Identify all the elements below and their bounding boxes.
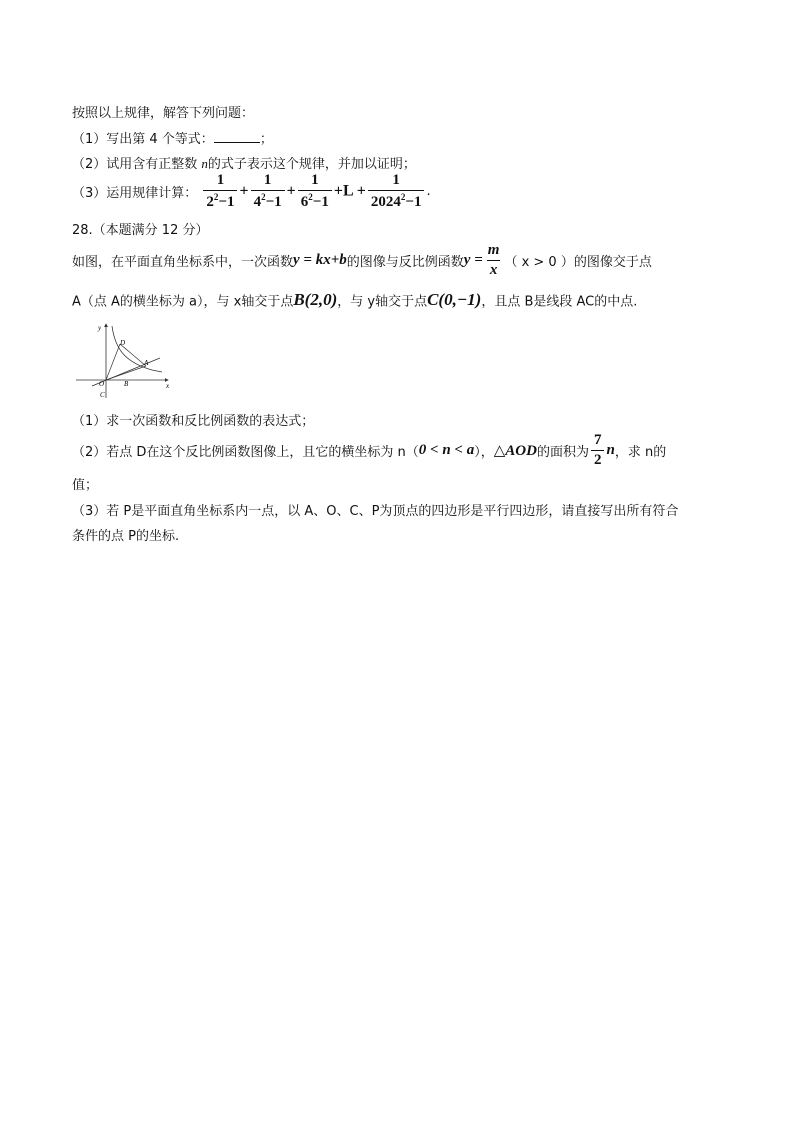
inverse-function-lhs: y =	[463, 252, 483, 268]
label-o: O	[99, 380, 105, 388]
intro-text: 按照以上规律，解答下列问题：	[72, 106, 255, 121]
domain-condition: （ x > 0 ）	[504, 255, 574, 270]
sub2-text-d: ，求 n的	[614, 445, 667, 460]
ellipsis-term: +L +	[333, 182, 366, 200]
question-2	[72, 153, 416, 172]
label-c: C	[100, 391, 105, 399]
problem-28-header: 28.（本题满分 12 分）	[72, 223, 209, 238]
inverse-function-fraction: $\frac{m}{x}$	[487, 242, 500, 278]
fraction-1: $\frac{1}{2^2-1}$	[203, 172, 237, 211]
label-y: y	[98, 324, 102, 332]
stem-text-d: A（点 A的横坐标为 a），与 x轴交于点	[72, 294, 294, 310]
question-2-label: （2）试用含有正整数	[72, 157, 202, 172]
fraction-4: $\frac{1}{2024^2-1}$	[368, 172, 425, 211]
plus-sign: +	[286, 182, 296, 200]
question-1-label: （1）写出第 4 个等式：	[72, 132, 214, 147]
triangle-aod: △AOD	[493, 443, 537, 459]
area-variable: n	[606, 442, 615, 458]
coordinate-figure	[72, 318, 176, 400]
stem-text-b: 的图像与反比例函数	[346, 255, 464, 270]
label-a: A	[144, 359, 149, 367]
label-b: B	[124, 380, 129, 388]
sub-question-2-cont: 值；	[72, 478, 99, 493]
question-1-end: ；	[259, 132, 273, 147]
problem-28-stem-line-1	[72, 242, 652, 279]
sub-question-2	[72, 432, 666, 469]
stem-text-c: 的图像交于点	[573, 255, 652, 270]
sub-question-3: （3）若 P是平面直角坐标系内一点，以 A、O、C、P为顶点的四边形是平行四边形，请直接写出所有符合	[72, 504, 679, 519]
label-d: D	[120, 339, 126, 347]
question-3	[72, 172, 431, 211]
segment-oa	[106, 366, 146, 380]
sub2-text-c: 的面积为	[536, 445, 589, 460]
linear-function: y = kx+b	[293, 252, 347, 268]
stem-text-a: 如图，在平面直角坐标系中，一次函数	[72, 255, 294, 270]
question-2-rest: 的式子表示这个规律，并加以证明；	[207, 157, 416, 172]
answer-blank	[214, 130, 260, 143]
sub-question-1: （1）求一次函数和反比例函数的表达式；	[72, 414, 315, 429]
segment-od	[106, 344, 120, 380]
sub-question-3-cont: 条件的点 P的坐标.	[72, 529, 180, 544]
question-3-end: .	[426, 184, 431, 199]
label-x: x	[166, 382, 170, 390]
question-3-label: （3）运用规律计算：	[72, 186, 198, 201]
fraction-3: $\frac{1}{6^2-1}$	[298, 172, 332, 211]
stem-text-f: ，且点 B是线段 AC的中点.	[481, 294, 638, 310]
sub2-condition: 0 < n < a	[418, 442, 475, 458]
stem-text-e: ，与 y轴交于点	[337, 294, 428, 310]
problem-28-stem-line-2	[72, 290, 637, 310]
sub2-text-a: （2）若点 D在这个反比例函数图像上，且它的横坐标为 n（	[72, 445, 419, 460]
point-c: C(0,−1)	[427, 290, 482, 309]
sub2-text-b: ），	[474, 445, 494, 460]
question-1	[72, 128, 273, 147]
area-fraction: $\frac{7}{2}$	[591, 432, 605, 469]
inverse-function-curve	[112, 326, 162, 372]
plus-sign: +	[239, 182, 249, 200]
question-2-var: n	[201, 156, 208, 171]
fraction-2: $\frac{1}{4^2-1}$	[251, 172, 285, 211]
point-b: B(2,0)	[293, 290, 338, 309]
